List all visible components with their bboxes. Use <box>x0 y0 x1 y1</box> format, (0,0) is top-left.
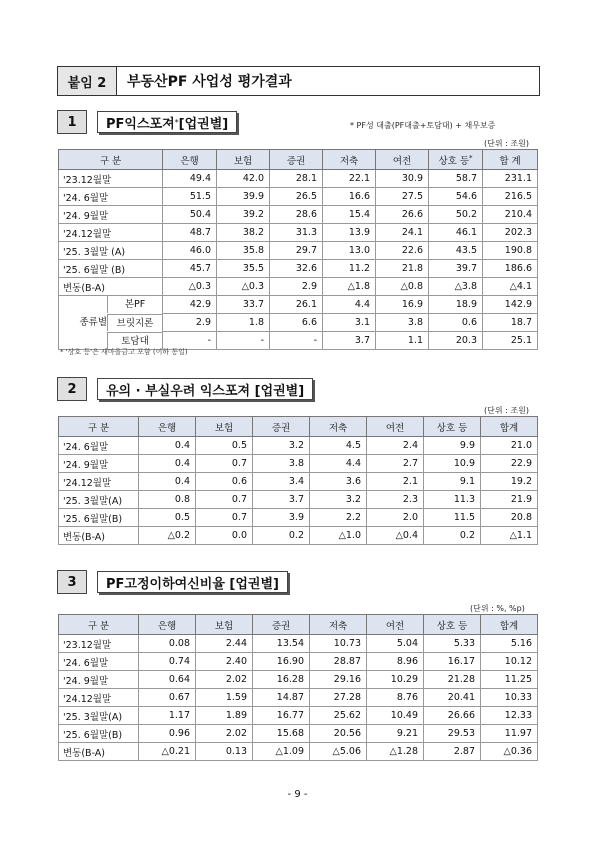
table-cell: 2.9 <box>270 278 323 296</box>
table-cell: 14.87 <box>253 689 310 707</box>
table-cell: 0.13 <box>196 743 253 761</box>
table-cell: 1.89 <box>196 707 253 725</box>
section-1-title <box>97 111 237 133</box>
table-cell: 0.67 <box>139 689 196 707</box>
table-cell: 3.4 <box>253 473 310 491</box>
col-header: 보험 <box>196 615 253 635</box>
table-row <box>59 170 538 188</box>
section-1-note: * PF성 대출(PF대출+토담대) + 채무보증 <box>350 121 496 130</box>
table-row <box>59 188 538 206</box>
row-label: '24.12월말 <box>59 224 163 242</box>
section-3-heading <box>57 570 288 594</box>
table-cell: 0.7 <box>196 491 253 509</box>
table-cell: 42.0 <box>217 170 270 188</box>
col-header: 증권 <box>270 150 323 170</box>
table-row <box>59 743 538 761</box>
table-cell: 202.3 <box>483 224 538 242</box>
table-cell: 6.6 <box>270 314 323 332</box>
table-cell: 28.87 <box>310 653 367 671</box>
table-cell: 4.4 <box>323 296 376 314</box>
table-cell: 48.7 <box>163 224 217 242</box>
table-cell: 231.1 <box>483 170 538 188</box>
table-cell: 26.5 <box>270 188 323 206</box>
row-label: 변동(B-A) <box>59 743 139 761</box>
table-cell: 25.62 <box>310 707 367 725</box>
table-cell: 2.1 <box>367 473 424 491</box>
table-cell: 13.0 <box>323 242 376 260</box>
table-row <box>59 455 538 473</box>
col-header: 상호 등 <box>424 615 481 635</box>
row-label: '24. 6월말 <box>59 188 163 206</box>
table-cell: △4.1 <box>483 278 538 296</box>
row-label: 본PF <box>124 299 146 311</box>
col-header: 합계 <box>481 615 538 635</box>
table-cell: 28.1 <box>270 170 323 188</box>
table-header-row <box>59 417 538 437</box>
table-cell: △5.06 <box>310 743 367 761</box>
page-number: - 9 - <box>287 789 308 800</box>
row-label: '24. 6월말 <box>59 653 139 671</box>
table-cell: 11.5 <box>424 509 481 527</box>
table-cell: 3.1 <box>323 314 376 332</box>
col-header: 구 분 <box>59 417 139 437</box>
col-header-text: 상호 등 <box>438 155 470 167</box>
table-cell: 2.0 <box>367 509 424 527</box>
table-cell: 27.5 <box>376 188 429 206</box>
section-1-number: 1 <box>57 110 87 134</box>
group-cell <box>59 314 163 332</box>
table-cell: 21.8 <box>376 260 429 278</box>
table-cell: 16.77 <box>253 707 310 725</box>
table-cell: 20.3 <box>429 332 483 350</box>
col-header: 보험 <box>196 417 253 437</box>
table-cell: 39.7 <box>429 260 483 278</box>
section-1-title-text: PF익스포져 <box>106 116 175 132</box>
table-cell: 5.04 <box>367 635 424 653</box>
row-label: '25. 6월말 (B) <box>59 260 163 278</box>
table-cell: 0.6 <box>429 314 483 332</box>
table-cell: 10.73 <box>310 635 367 653</box>
table-cell: 9.9 <box>424 437 481 455</box>
table-cell: 22.9 <box>481 455 538 473</box>
table-cell: 3.8 <box>253 455 310 473</box>
table-row <box>59 527 538 545</box>
table-cell: 1.59 <box>196 689 253 707</box>
table-cell: - <box>270 332 323 350</box>
table-cell: 3.9 <box>253 509 310 527</box>
section-1-title-suffix: [업권별] <box>178 116 229 132</box>
col-header: 합 계 <box>483 150 538 170</box>
table-cell: 2.40 <box>196 653 253 671</box>
table-cell: 0.96 <box>139 725 196 743</box>
col-header <box>429 150 483 170</box>
section-3-title: PF고정이하여신비율 [업권별] <box>97 571 288 593</box>
table-cell: 0.6 <box>196 473 253 491</box>
table-cell: △0.3 <box>163 278 217 296</box>
table-header-row <box>59 615 538 635</box>
col-header: 구 분 <box>59 150 163 170</box>
table-cell: 20.8 <box>481 509 538 527</box>
table-cell: 11.97 <box>481 725 538 743</box>
table-cell: - <box>217 332 270 350</box>
table-cell: △1.1 <box>481 527 538 545</box>
table-cell: 0.4 <box>139 455 196 473</box>
table-cell: 30.9 <box>376 170 429 188</box>
table-cell: 18.7 <box>483 314 538 332</box>
table-cell: 20.41 <box>424 689 481 707</box>
table-cell: 2.9 <box>163 314 217 332</box>
col-header: 은행 <box>139 417 196 437</box>
appendix-header <box>57 66 540 96</box>
table-row <box>59 224 538 242</box>
table-cell: 2.2 <box>310 509 367 527</box>
col-header: 여전 <box>376 150 429 170</box>
row-label: '24.12월말 <box>59 689 139 707</box>
table-cell: 28.6 <box>270 206 323 224</box>
distressed-exposure-table <box>58 416 538 545</box>
table-row <box>59 278 538 296</box>
table-cell: 0.5 <box>196 437 253 455</box>
table-cell: △1.8 <box>323 278 376 296</box>
table-cell: 18.9 <box>429 296 483 314</box>
table-row <box>59 437 538 455</box>
row-label: 토담대 <box>108 332 162 349</box>
table-cell: 13.54 <box>253 635 310 653</box>
table-cell: 8.96 <box>367 653 424 671</box>
table-cell: 25.1 <box>483 332 538 350</box>
row-label: 변동(B-A) <box>59 278 163 296</box>
col-header: 보험 <box>217 150 270 170</box>
table-cell: △0.21 <box>139 743 196 761</box>
table-cell: 38.2 <box>217 224 270 242</box>
table-cell: 4.5 <box>310 437 367 455</box>
table-cell: 0.64 <box>139 671 196 689</box>
table-cell: 45.7 <box>163 260 217 278</box>
row-label: '24. 9월말 <box>59 455 139 473</box>
table-cell: 32.6 <box>270 260 323 278</box>
table-row <box>59 671 538 689</box>
table-cell: 26.66 <box>424 707 481 725</box>
table-row <box>59 296 538 314</box>
table-cell: 16.90 <box>253 653 310 671</box>
table-cell: 39.2 <box>217 206 270 224</box>
section-1-title-sup: * <box>174 117 179 127</box>
table-cell: 2.3 <box>367 491 424 509</box>
table-cell: 50.4 <box>163 206 217 224</box>
table-cell: 186.6 <box>483 260 538 278</box>
table-cell: 3.2 <box>310 491 367 509</box>
table-cell: 10.29 <box>367 671 424 689</box>
table-cell: 0.7 <box>196 509 253 527</box>
table-cell: 26.1 <box>270 296 323 314</box>
section-1-unit: (단위 : 조원) <box>484 139 529 148</box>
table-cell: 0.4 <box>139 437 196 455</box>
table-cell: 16.17 <box>424 653 481 671</box>
table-cell: 2.02 <box>196 671 253 689</box>
table-cell: 16.9 <box>376 296 429 314</box>
table-cell: △1.28 <box>367 743 424 761</box>
table-cell: △0.36 <box>481 743 538 761</box>
group-cell <box>59 296 163 314</box>
table-cell: 0.8 <box>139 491 196 509</box>
table-cell: 29.7 <box>270 242 323 260</box>
table-cell: 21.9 <box>481 491 538 509</box>
table-cell: 216.5 <box>483 188 538 206</box>
col-header-sup: * <box>469 153 473 162</box>
table-cell: 19.2 <box>481 473 538 491</box>
table-cell: 2.4 <box>367 437 424 455</box>
col-header: 저축 <box>310 417 367 437</box>
table-cell: 11.25 <box>481 671 538 689</box>
col-header: 여전 <box>367 417 424 437</box>
table-cell: 2.02 <box>196 725 253 743</box>
table-row <box>59 473 538 491</box>
section-3-unit: (단위 : %, %p) <box>470 604 525 613</box>
table-cell: 0.2 <box>424 527 481 545</box>
table-cell: 35.8 <box>217 242 270 260</box>
table-cell: 21.28 <box>424 671 481 689</box>
npl-ratio-table <box>58 614 538 761</box>
table-cell: 4.4 <box>310 455 367 473</box>
table-cell: 13.9 <box>323 224 376 242</box>
table-cell: 11.3 <box>424 491 481 509</box>
table-cell: 42.9 <box>163 296 217 314</box>
table-row <box>59 653 538 671</box>
col-header: 상호 등 <box>424 417 481 437</box>
section-3-number: 3 <box>57 570 87 594</box>
table-cell: 16.28 <box>253 671 310 689</box>
table-cell: 20.56 <box>310 725 367 743</box>
appendix-tag: 붙임 2 <box>58 67 117 95</box>
table-cell: 50.2 <box>429 206 483 224</box>
section-2-number: 2 <box>57 377 87 401</box>
table-cell: 0.0 <box>196 527 253 545</box>
table-cell: 16.6 <box>323 188 376 206</box>
table-cell: 8.76 <box>367 689 424 707</box>
table-cell: 43.5 <box>429 242 483 260</box>
table-cell: 3.6 <box>310 473 367 491</box>
row-label: '23.12월말 <box>59 170 163 188</box>
table-cell: 0.4 <box>139 473 196 491</box>
table-cell: 10.49 <box>367 707 424 725</box>
section-2-heading <box>57 377 313 401</box>
row-label: '25. 6월말(B) <box>59 509 139 527</box>
col-header: 은행 <box>163 150 217 170</box>
row-label: '23.12월말 <box>59 635 139 653</box>
row-label: '25. 6월말(B) <box>59 725 139 743</box>
table-cell: 31.3 <box>270 224 323 242</box>
table-cell: 26.6 <box>376 206 429 224</box>
table-cell: 5.16 <box>481 635 538 653</box>
section-2-title: 유의 · 부실우려 익스포져 [업권별] <box>97 378 313 400</box>
row-label: '24.12월말 <box>59 473 139 491</box>
table-cell: 35.5 <box>217 260 270 278</box>
pf-exposure-table <box>58 149 538 350</box>
col-header: 증권 <box>253 417 310 437</box>
table-cell: 24.1 <box>376 224 429 242</box>
row-label: '25. 3월말 (A) <box>59 242 163 260</box>
col-header: 여전 <box>367 615 424 635</box>
table-cell: 49.4 <box>163 170 217 188</box>
row-label: '24. 9월말 <box>59 671 139 689</box>
table-cell: 3.8 <box>376 314 429 332</box>
table-cell: 29.53 <box>424 725 481 743</box>
table-cell: 33.7 <box>217 296 270 314</box>
row-label: 변동(B-A) <box>59 527 139 545</box>
table-cell: 11.2 <box>323 260 376 278</box>
table-cell: 5.33 <box>424 635 481 653</box>
row-label: '25. 3월말(A) <box>59 491 139 509</box>
table-cell: 15.4 <box>323 206 376 224</box>
table-cell: 0.5 <box>139 509 196 527</box>
table-cell: 12.33 <box>481 707 538 725</box>
table-cell: 210.4 <box>483 206 538 224</box>
table-cell: 0.74 <box>139 653 196 671</box>
table-cell: 29.16 <box>310 671 367 689</box>
section-2-unit: (단위 : 조원) <box>484 406 529 415</box>
section-1-heading <box>57 110 237 134</box>
table-cell: - <box>163 332 217 350</box>
appendix-title: 부동산PF 사업성 평가결과 <box>127 74 292 90</box>
group-label: 종류별 <box>59 314 108 331</box>
section-1-footnote: * '상호 등'은 새마을금고 포함 (이하 동일) <box>60 348 188 356</box>
row-label: '24. 6월말 <box>59 437 139 455</box>
table-cell: 46.0 <box>163 242 217 260</box>
table-cell: △0.8 <box>376 278 429 296</box>
table-cell: 2.7 <box>367 455 424 473</box>
table-row <box>59 689 538 707</box>
table-cell: 58.7 <box>429 170 483 188</box>
table-cell: 46.1 <box>429 224 483 242</box>
table-cell: 1.17 <box>139 707 196 725</box>
table-cell: 39.9 <box>217 188 270 206</box>
table-cell: 3.7 <box>253 491 310 509</box>
table-cell: 2.44 <box>196 635 253 653</box>
table-cell: 9.1 <box>424 473 481 491</box>
table-cell: 0.08 <box>139 635 196 653</box>
table-cell: 10.12 <box>481 653 538 671</box>
table-cell: 1.8 <box>217 314 270 332</box>
table-cell: 10.33 <box>481 689 538 707</box>
group-spacer <box>59 296 108 313</box>
col-header: 합계 <box>481 417 538 437</box>
table-cell: 1.1 <box>376 332 429 350</box>
table-cell: 2.87 <box>424 743 481 761</box>
table-cell: 51.5 <box>163 188 217 206</box>
row-label: '25. 3월말(A) <box>59 707 139 725</box>
table-cell: 9.21 <box>367 725 424 743</box>
table-row <box>59 725 538 743</box>
table-row <box>59 509 538 527</box>
table-cell: 10.9 <box>424 455 481 473</box>
table-cell: 22.6 <box>376 242 429 260</box>
table-row <box>59 314 538 332</box>
table-cell: 15.68 <box>253 725 310 743</box>
table-cell: 142.9 <box>483 296 538 314</box>
table-cell: 3.2 <box>253 437 310 455</box>
table-cell: 190.8 <box>483 242 538 260</box>
col-header: 은행 <box>139 615 196 635</box>
col-header: 저축 <box>323 150 376 170</box>
table-cell: △1.0 <box>310 527 367 545</box>
col-header: 저축 <box>310 615 367 635</box>
table-cell: △1.09 <box>253 743 310 761</box>
col-header: 구 분 <box>59 615 139 635</box>
table-row <box>59 260 538 278</box>
table-cell: 3.7 <box>323 332 376 350</box>
table-cell: △0.4 <box>367 527 424 545</box>
table-cell: 54.6 <box>429 188 483 206</box>
table-row <box>59 491 538 509</box>
table-header-row <box>59 150 538 170</box>
table-row <box>59 707 538 725</box>
table-cell: △0.3 <box>217 278 270 296</box>
col-header: 증권 <box>253 615 310 635</box>
row-label: '24. 9월말 <box>59 206 163 224</box>
table-cell: △0.2 <box>139 527 196 545</box>
table-row <box>59 635 538 653</box>
table-cell: 21.0 <box>481 437 538 455</box>
table-cell: 27.28 <box>310 689 367 707</box>
table-cell: 0.7 <box>196 455 253 473</box>
row-label: 브릿지론 <box>108 314 162 331</box>
table-cell: 0.2 <box>253 527 310 545</box>
table-cell: △3.8 <box>429 278 483 296</box>
table-row <box>59 242 538 260</box>
table-cell: 22.1 <box>323 170 376 188</box>
table-row <box>59 206 538 224</box>
